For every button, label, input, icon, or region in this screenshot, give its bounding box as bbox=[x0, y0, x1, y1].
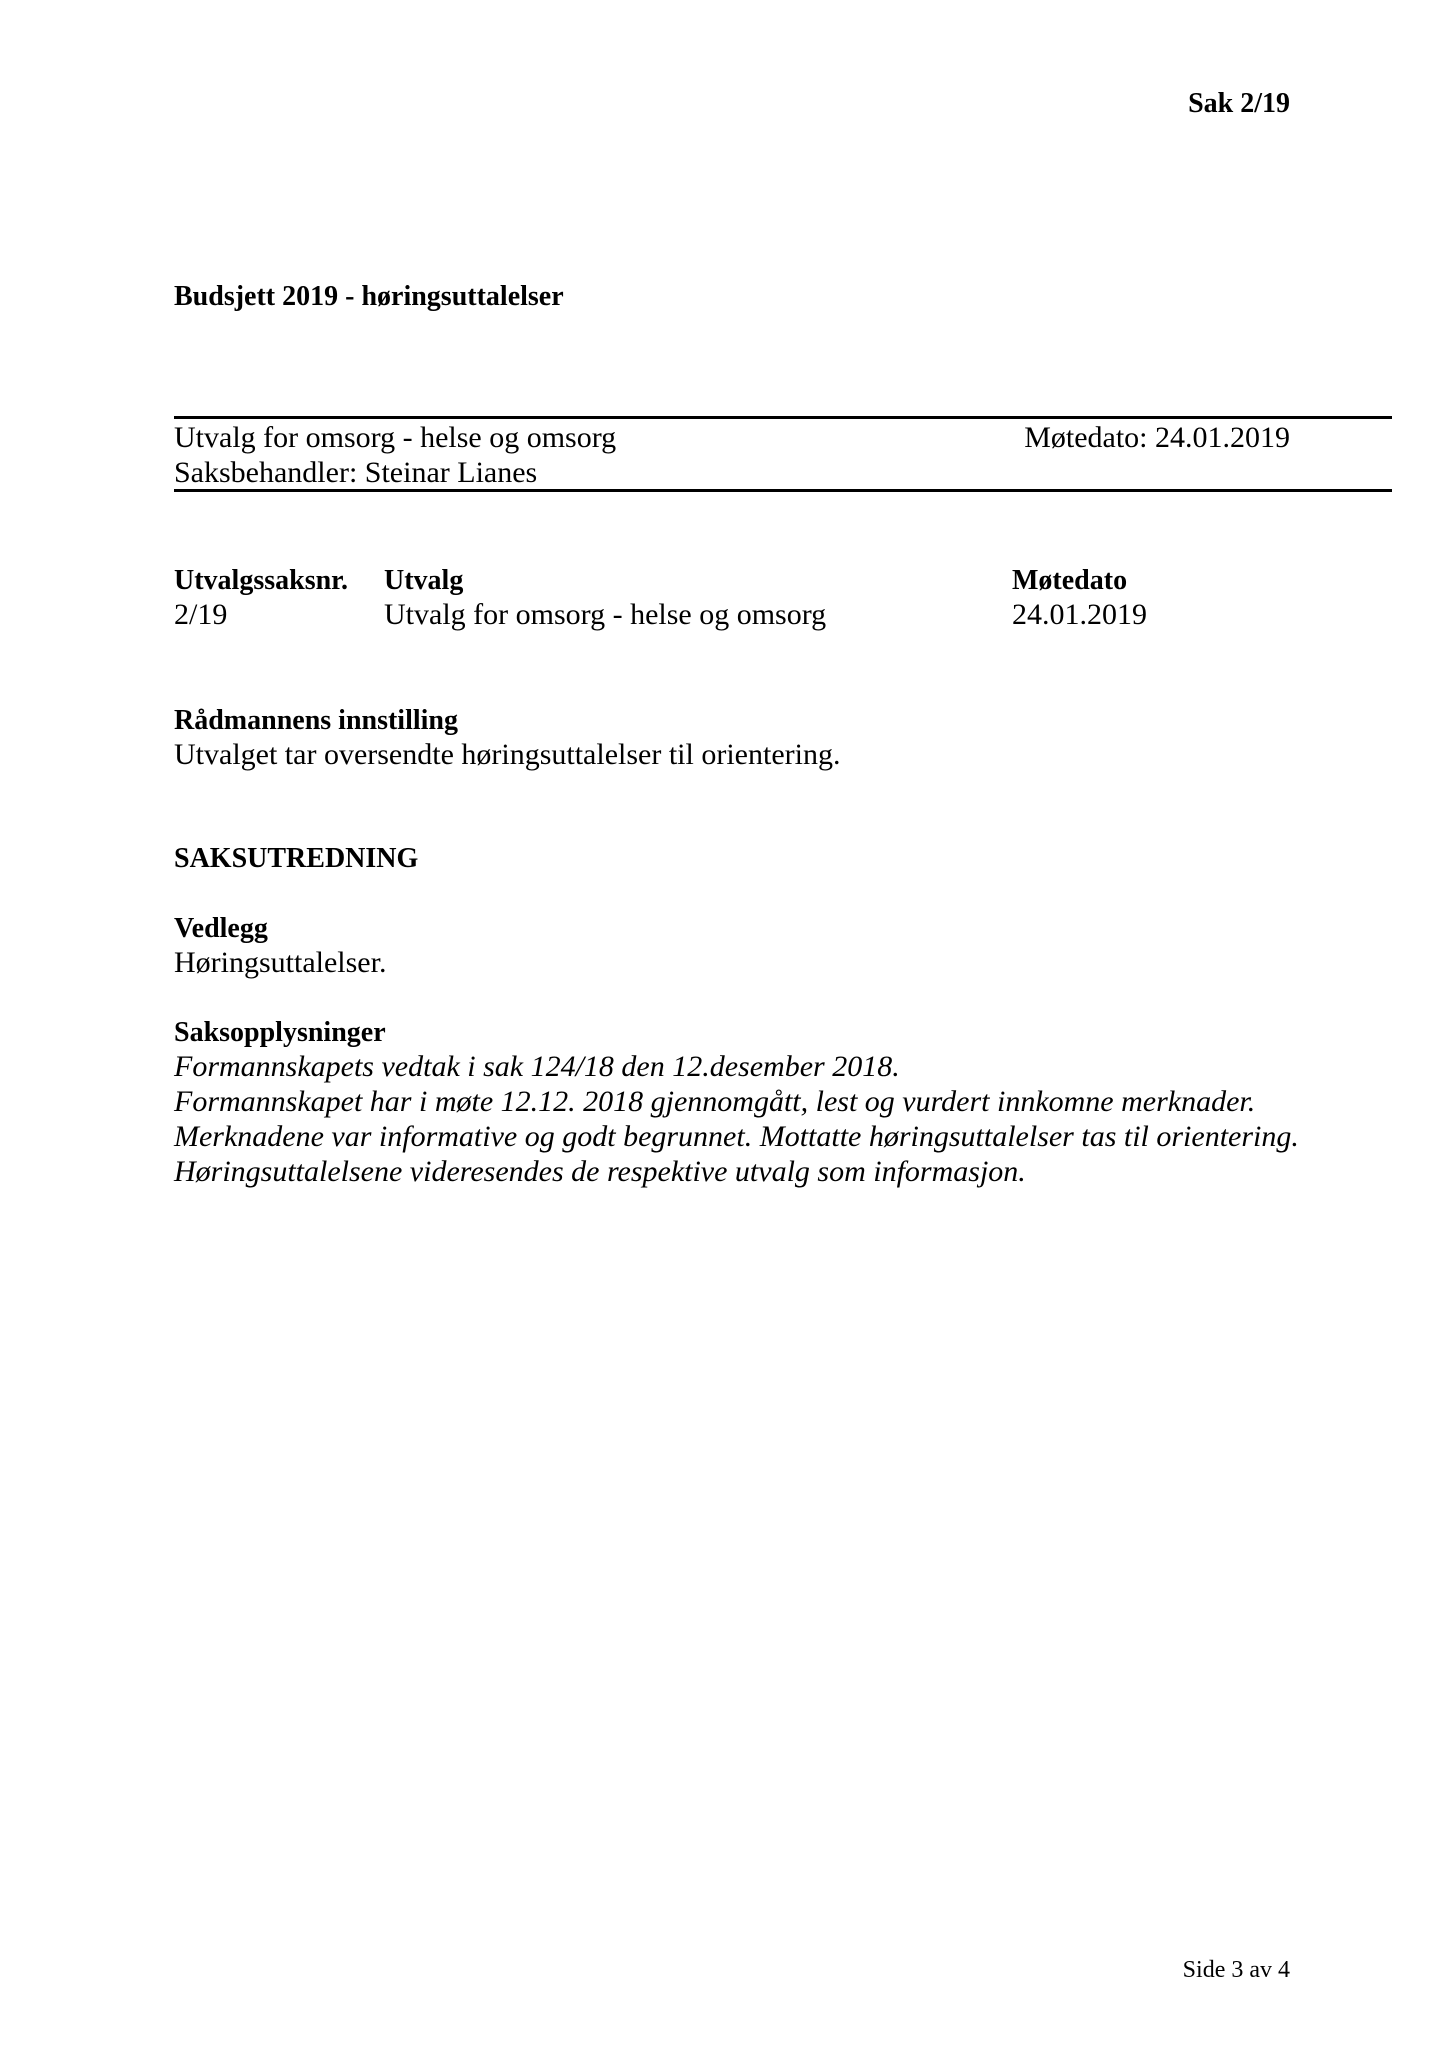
case-info-line: Formannskapet har i møte 12.12. 2018 gjennomgått, lest og vurdert innkomne merknader. bbox=[174, 1085, 1256, 1118]
table-cell-meeting-date: 24.01.2019 bbox=[1012, 598, 1147, 631]
case-info-line: Formannskapets vedtak i sak 124/18 den 12.desember 2018. bbox=[174, 1050, 900, 1083]
attachments-heading: Vedlegg bbox=[174, 913, 268, 944]
case-info-body bbox=[174, 1050, 1299, 1190]
page-number: Side 3 av 4 bbox=[1182, 1957, 1290, 1983]
document-title: Budsjett 2019 - høringsuttalelser bbox=[174, 281, 564, 312]
case-info-line: Høringsuttalelsene videresendes de respektive utvalg som informasjon. bbox=[174, 1155, 1026, 1188]
committee-name: Utvalg for omsorg - helse og omsorg bbox=[174, 421, 617, 454]
table-header-case-number: Utvalgssaksnr. bbox=[174, 565, 349, 596]
recommendation-heading: Rådmannens innstilling bbox=[174, 705, 458, 736]
case-info-line: Merknadene var informative og godt begrunnet. Mottatte høringsuttalelser tas til orientering. bbox=[174, 1120, 1299, 1153]
table-cell-case-number: 2/19 bbox=[174, 598, 228, 631]
divider-bottom bbox=[174, 489, 1392, 492]
divider-top bbox=[174, 416, 1392, 419]
investigation-heading: SAKSUTREDNING bbox=[174, 843, 419, 874]
recommendation-text: Utvalget tar oversendte høringsuttalelser til orientering. bbox=[174, 738, 841, 771]
case-info-heading: Saksopplysninger bbox=[174, 1017, 386, 1048]
attachments-text: Høringsuttalelser. bbox=[174, 946, 387, 979]
table-cell-committee: Utvalg for omsorg - helse og omsorg bbox=[384, 598, 827, 631]
table-header-meeting-date: Møtedato bbox=[1012, 565, 1128, 596]
case-officer: Saksbehandler: Steinar Lianes bbox=[174, 456, 538, 489]
meeting-date: Møtedato: 24.01.2019 bbox=[1024, 421, 1290, 454]
case-number: Sak 2/19 bbox=[1188, 88, 1290, 119]
table-header-committee: Utvalg bbox=[384, 565, 464, 596]
